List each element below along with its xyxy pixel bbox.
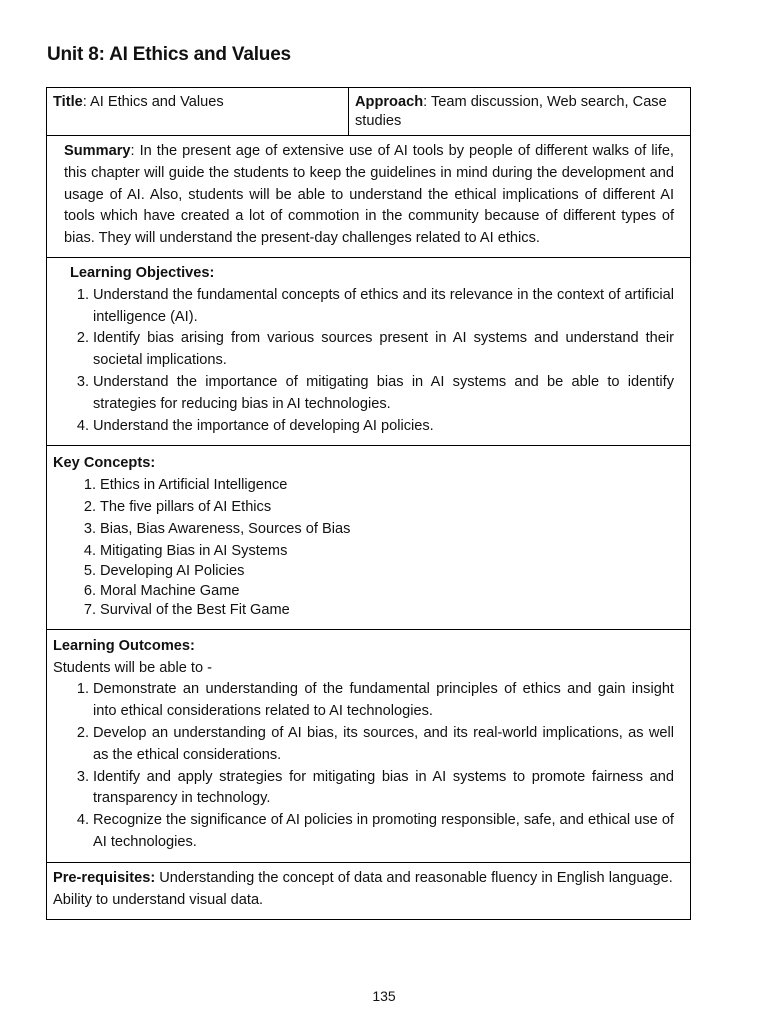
prerequisites-label: Pre-requisites: (53, 869, 156, 886)
unit-overview-table (46, 87, 691, 920)
list-item: 4. Recognize the significance of AI policies in promoting responsible, safe, and ethical use of AI technologies. (76, 812, 674, 851)
list-item: 2. The five pillars of AI Ethics (83, 498, 272, 515)
list-item: 1. Demonstrate an understanding of the fundamental principles of ethics and gain insight into ethical considerations related to AI technologies. (76, 681, 674, 720)
summary-label: Summary (64, 143, 131, 159)
learning-outcomes-title: Learning Outcomes: (53, 637, 195, 654)
approach-value: : Team discussion, Web search, Case studies (355, 94, 667, 129)
summary-text: : In the present age of extensive use of AI tools by people of different walks of life, this chapter will guide the students to keep the guidelines in mind during the development and usage of AI. Also, students will be able to understand the ethical implications of different AI tools which have created a lot of commotion in the community because of different types of bias. They will understand the present-day challenges related to AI ethics. (64, 143, 674, 247)
list-item: 5. Developing AI Policies (83, 563, 245, 580)
key-concepts-title: Key Concepts: (53, 455, 156, 472)
page-number: 135 (372, 988, 396, 1004)
title-cell (47, 88, 349, 135)
summary-row (47, 135, 690, 257)
prerequisites-row (47, 862, 690, 920)
list-item: 3. Bias, Bias Awareness, Sources of Bias (83, 520, 351, 537)
approach-label: Approach (355, 94, 424, 110)
title-label: Title (53, 94, 83, 110)
key-concepts-list (53, 475, 674, 621)
approach-cell (349, 88, 690, 135)
list-item: 1. Ethics in Artificial Intelligence (83, 477, 288, 494)
learning-outcomes-intro: Students will be able to - (53, 659, 212, 676)
list-item: 3. Identify and apply strategies for mitigating bias in AI systems to promote fairness and transparency in technology. (76, 768, 674, 807)
learning-objectives-list (53, 285, 674, 438)
list-item: 4. Mitigating Bias in AI Systems (83, 542, 288, 559)
list-item: 1. Understand the fundamental concepts of ethics and its relevance in the context of artificial intelligence (AI). (76, 286, 674, 325)
list-item: 4. Understand the importance of developing AI policies. (76, 417, 434, 434)
list-item: 2. Develop an understanding of AI bias, its sources, and its real-world implications, as well as the ethical considerations. (76, 725, 674, 763)
learning-outcomes-list (53, 679, 674, 853)
title-value: : AI Ethics and Values (82, 94, 224, 110)
list-item: 6. Moral Machine Game (83, 582, 240, 599)
list-item: 2. Identify bias arising from various sources present in AI systems and understand their societal implications. (76, 330, 674, 369)
learning-objectives-title: Learning Objectives: (70, 264, 215, 281)
unit-heading: Unit 8: AI Ethics and Values (47, 44, 291, 65)
key-concepts-row (47, 445, 690, 628)
list-item: 7. Survival of the Best Fit Game (83, 602, 290, 619)
title-approach-row (47, 88, 690, 135)
prerequisites-text: Understanding the concept of data and reasonable fluency in English language. Ability to understand visual data. (53, 869, 673, 908)
learning-objectives-row (47, 257, 690, 445)
learning-outcomes-row (47, 629, 690, 862)
list-item: 3. Understand the importance of mitigating bias in AI systems and be able to identify strategies for reducing bias in AI technologies. (76, 373, 674, 412)
